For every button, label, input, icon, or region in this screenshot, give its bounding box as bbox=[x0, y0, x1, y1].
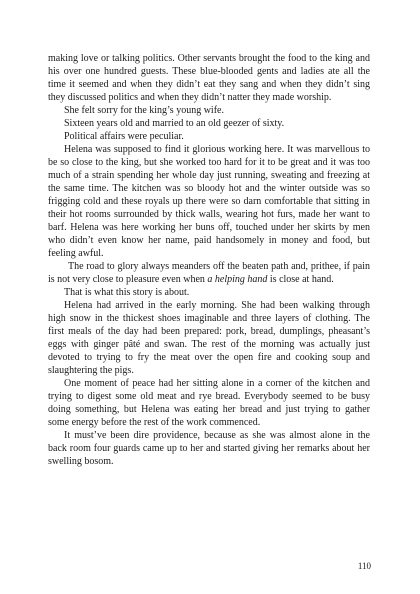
paragraph bbox=[48, 260, 370, 286]
paragraph: Sixteen years old and married to an old geezer of sixty. bbox=[64, 118, 285, 129]
paragraph: That is what this story is about. bbox=[64, 287, 190, 298]
paragraph-text: The road to glory always meanders off the beaten path and, prithee, if pain is not very close to pleasure even when bbox=[48, 261, 370, 285]
paragraph: making love or talking politics. Other servants brought the food to the king and his over one hundred guests. These blue-blooded gents and ladies ate all the time it seemed and when they didn’t eat they sang and when they didn’t sing they discussed politics and when they didn’t natter they made worship. bbox=[48, 53, 370, 103]
paragraph: Helena was supposed to find it glorious working here. It was marvellous to be so close to the king, but she worked too hard for it to be great and it was too much of a strain spending her whole day just running, sweating and freezing at the same time. The kitchen was so bloody hot and the winter outside was so frigging cold and these royals up there were so darn comfortable that sitting in their hot rooms surrounded by thick walls, wearing hot furs, made her want to barf. Helena was here working her buns off, touched under her skirts by men who didn’t even know her name, paid handsomely in money and food, but feeling awful. bbox=[48, 144, 370, 259]
paragraph-text: is close at hand. bbox=[267, 274, 334, 285]
paragraph: She felt sorry for the king’s young wife. bbox=[64, 105, 224, 116]
paragraph: Helena had arrived in the early morning. She had been walking through high snow in the thickest shoes imaginable and three layers of clothing. The first meals of the day had been prepared: pork, bread, dumplings, pheasant’s eggs with ginger pâté and swan. The rest of the morning was actually just devoted to trying to fry the meat over the open fire and cooking soup and slaughtering the pigs. bbox=[48, 300, 370, 376]
body-text bbox=[48, 52, 370, 468]
page-number: 110 bbox=[357, 561, 371, 571]
paragraph: It must’ve been dire providence, because as she was almost alone in the back room four guards came up to her and started giving her remarks about her swelling bosom. bbox=[48, 430, 370, 467]
emphasis-text: a helping hand bbox=[207, 274, 268, 285]
paragraph: One moment of peace had her sitting alone in a corner of the kitchen and trying to digest some old meat and rye bread. Everybody seemed to be busy doing something, but Helena was eating her bread and just trying to gather some energy before the rest of the work commenced. bbox=[48, 378, 370, 428]
paragraph: Political affairs were peculiar. bbox=[64, 131, 184, 142]
